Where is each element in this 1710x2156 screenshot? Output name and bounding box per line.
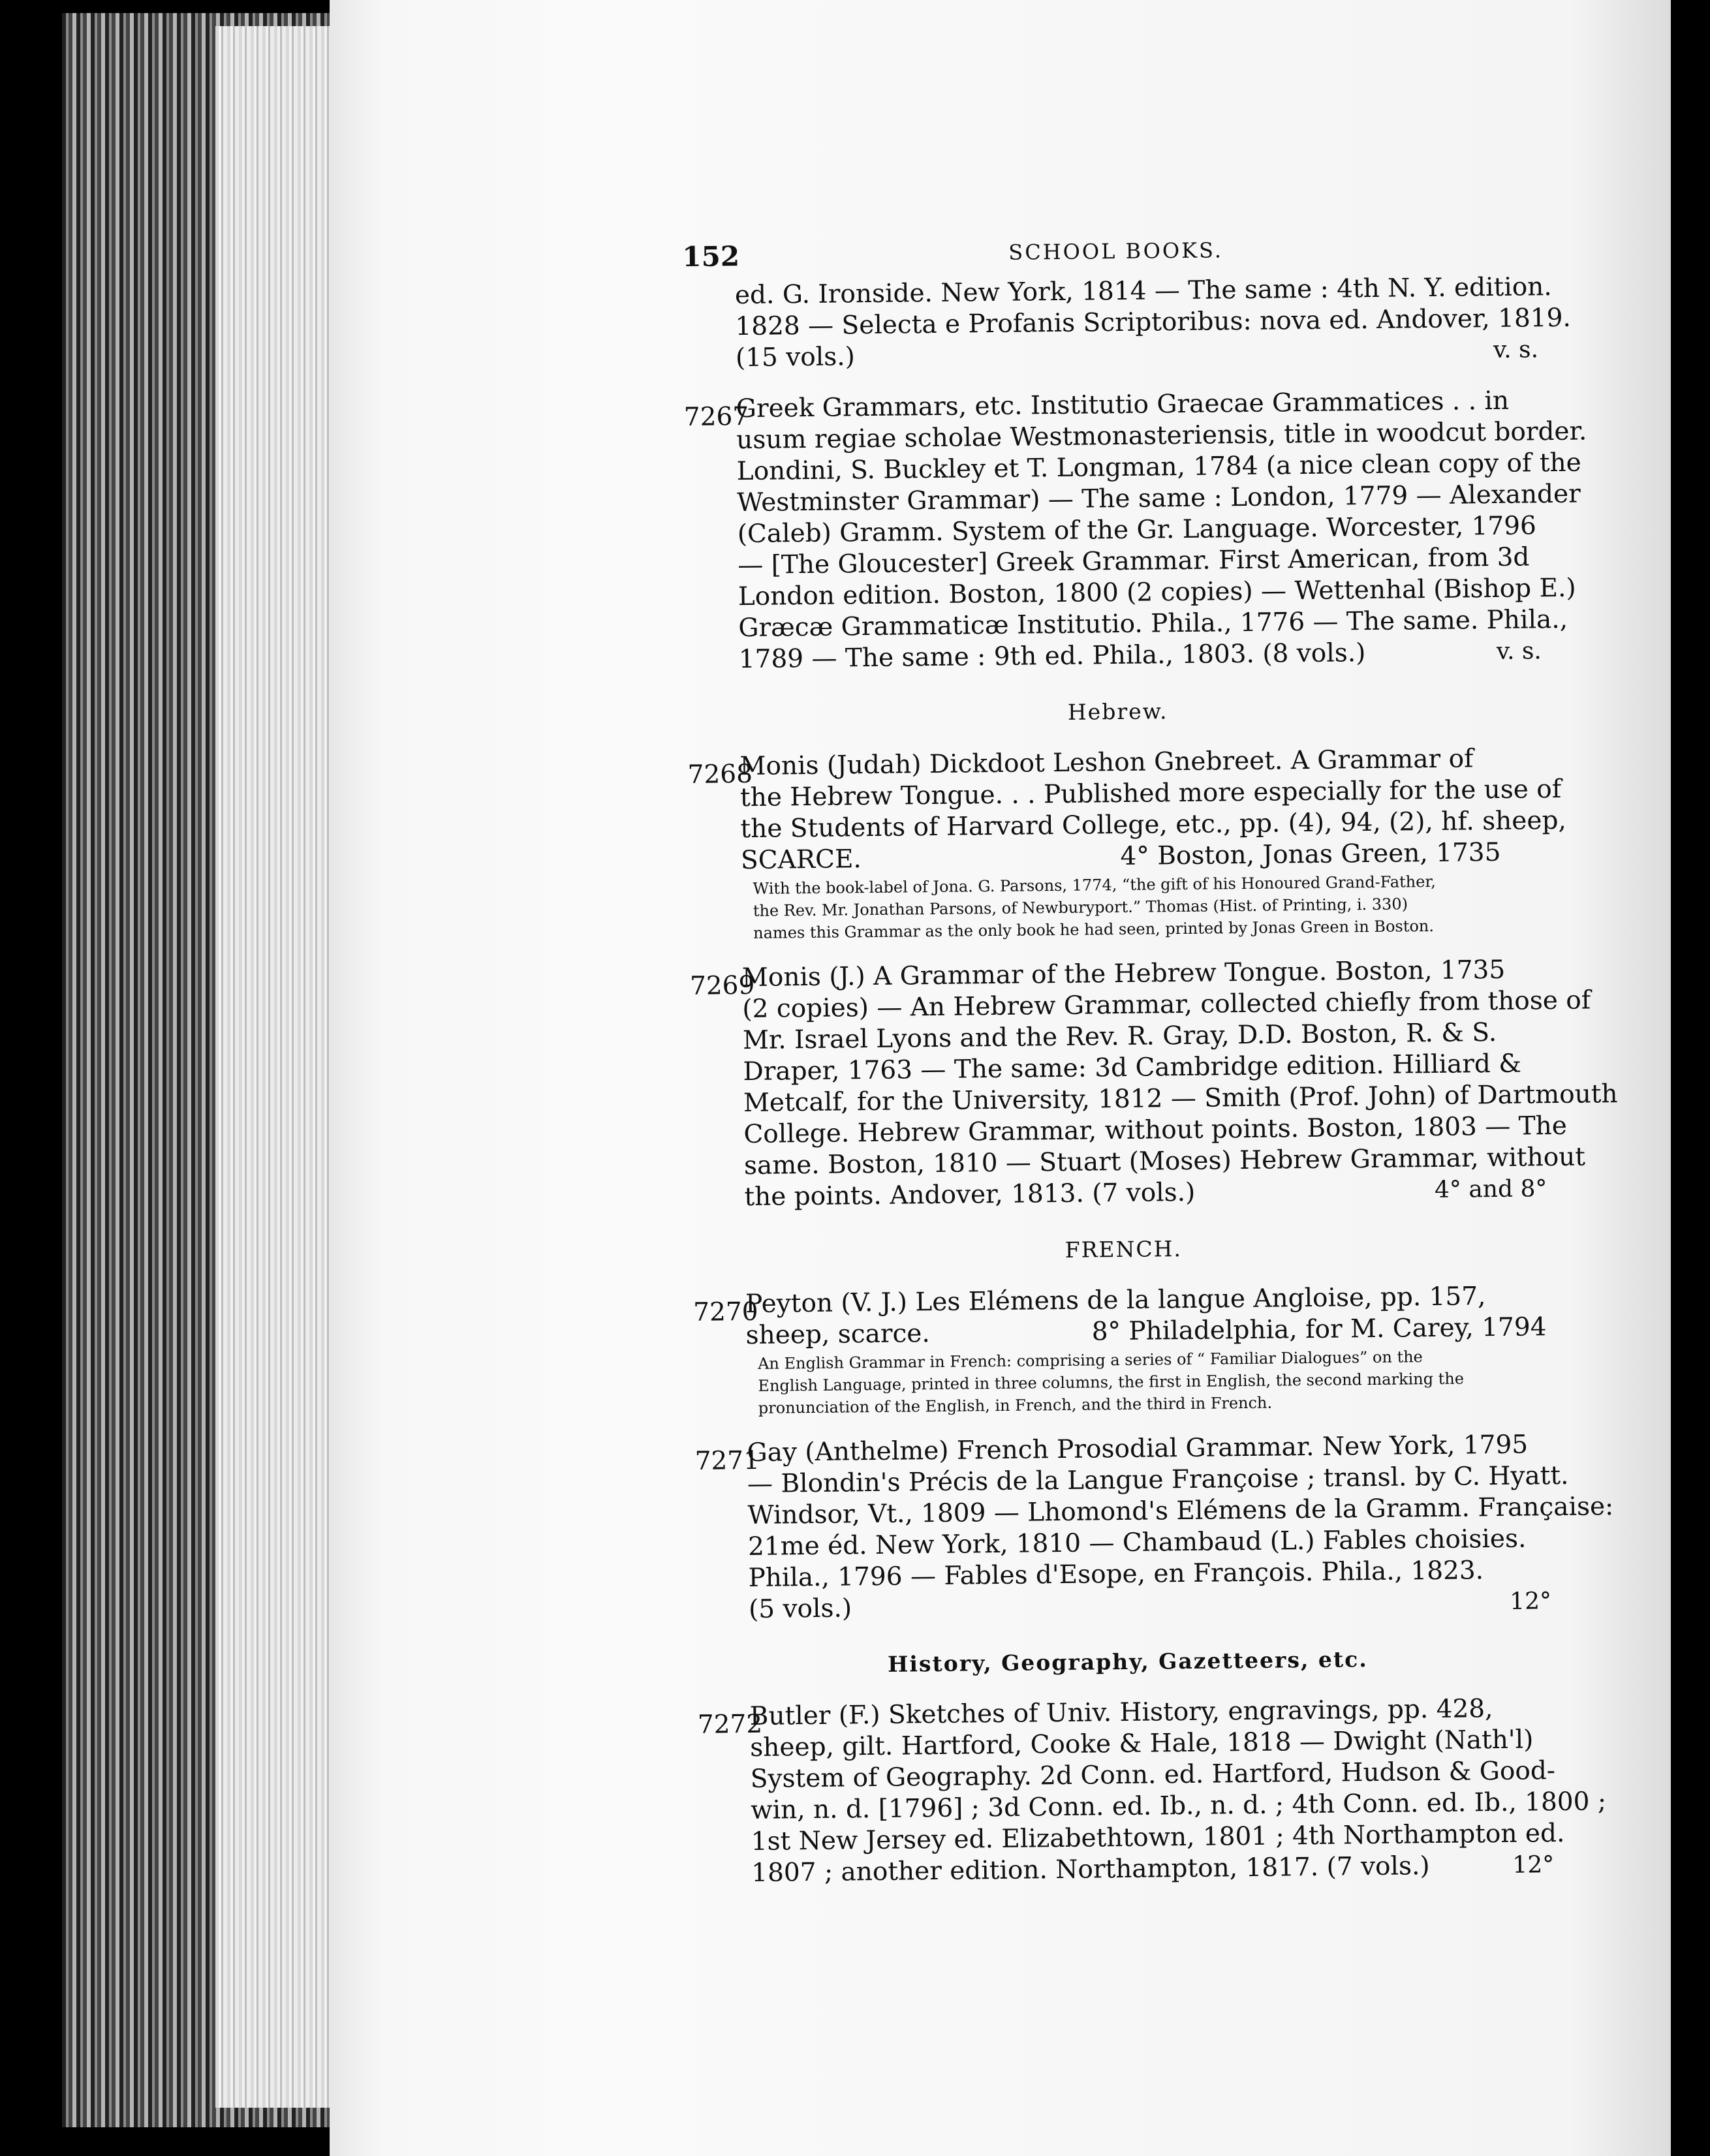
entry-line: Monis (J.) A Grammar of the Hebrew Tongue. Boston, 1735: [741, 955, 1506, 993]
entry-7267: [683, 385, 1587, 676]
entry-format: 12°: [1509, 1588, 1552, 1615]
entry-7272: [697, 1693, 1607, 1890]
entry-line: — Blondin's Précis de la Langue Françoise ; transl. by C. Hyatt.: [747, 1460, 1569, 1500]
section-heading-french: FRENCH.: [1065, 1236, 1183, 1263]
page-edges-light: [215, 26, 333, 2108]
entry-note: English Language, printed in three columns, the first in English, the second marking the: [758, 1369, 1465, 1395]
entry-line: sheep, scarce. 8° Philadelphia, for M. Carey, 1794: [745, 1312, 1547, 1351]
entry-note: pronunciation of the English, in French, and the third in French.: [758, 1393, 1273, 1417]
section-heading-history: History, Geography, Gazetteers, etc.: [887, 1646, 1368, 1677]
entry-7269: [689, 954, 1618, 1214]
entry-number: 7271: [694, 1445, 760, 1476]
entry-line: Gay (Anthelme) French Prosodial Grammar. New York, 1795: [747, 1430, 1529, 1468]
entry-line: Græcæ Grammaticæ Institutio. Phila., 1776 — The same. Phila.,: [738, 604, 1568, 643]
entry-note: names this Grammar as the only book he had seen, printed by Jonas Green in Boston.: [753, 916, 1435, 942]
entry-line: Greek Grammars, etc. Institutio Graecae Grammatices . . in: [736, 386, 1510, 424]
entry-line: College. Hebrew Grammar, without points. Boston, 1803 — The: [743, 1111, 1568, 1150]
entry-format: 12°: [1512, 1851, 1555, 1879]
entry-number: 7272: [697, 1709, 763, 1740]
page-number: 152: [682, 240, 740, 273]
entry-line: Metcalf, for the University, 1812 — Smith (Prof. John) of Dartmouth: [743, 1079, 1618, 1118]
entry-line: the Hebrew Tongue. . . Published more especially for the use of: [739, 774, 1562, 813]
entry-line: — [The Gloucester] Greek Grammar. First American, from 3d: [738, 542, 1530, 581]
entry-line: 1st New Jersey ed. Elizabethtown, 1801 ; 4th Northampton ed.: [751, 1818, 1565, 1857]
entry-format: v. s.: [1493, 336, 1539, 363]
entry-note: the Rev. Mr. Jonathan Parsons, of Newburyport.” Thomas (Hist. of Printing, i. 330): [753, 895, 1408, 920]
entry-number: 7269: [689, 970, 755, 1001]
entry-line: Draper, 1763 — The same: 3d Cambridge edition. Hilliard &: [743, 1049, 1522, 1087]
page-shadow: [1671, 0, 1710, 2156]
entry-line: Windsor, Vt., 1809 — Lhomond's Elémens de la Gramm. Française:: [747, 1492, 1614, 1531]
entry-7270: [693, 1280, 1556, 1419]
entry-line: Peyton (V. J.) Les Elémens de la langue Angloise, pp. 157,: [745, 1282, 1486, 1319]
running-head: SCHOOL BOOKS.: [1008, 238, 1224, 265]
entry-note: An English Grammar in French: comprising a series of “ Familiar Dialogues” on the: [757, 1348, 1423, 1373]
entry-line: System of Geography. 2d Conn. ed. Hartford, Hudson & Good-: [750, 1756, 1556, 1794]
entry-line: sheep, gilt. Hartford, Cooke & Hale, 1818 — Dwight (Nath'l): [750, 1725, 1534, 1763]
entry-line: win, n. d. [1796] ; 3d Conn. ed. Ib., n. d. ; 4th Conn. ed. Ib., 1800 ;: [751, 1787, 1607, 1826]
entry-line: (2 copies) — An Hebrew Grammar, collected chiefly from those of: [742, 985, 1591, 1024]
section-heading-hebrew: Hebrew.: [1067, 698, 1168, 725]
entry-line: Butler (F.) Sketches of Univ. History, engravings, pp. 428,: [749, 1694, 1493, 1732]
entry-line: SCARCE. 4° Boston, Jonas Green, 1735: [740, 837, 1501, 876]
entry-line: London edition. Boston, 1800 (2 copies) — Wettenhal (Bishop E.): [738, 573, 1576, 612]
entry-line: Londini, S. Buckley et T. Longman, 1784 (a nice clean copy of the: [736, 448, 1581, 487]
entry-number: 7267: [683, 401, 749, 432]
entry-7268: [687, 743, 1567, 944]
entry-7266-continued: [683, 271, 1572, 375]
entry-line: 1807 ; another edition. Northampton, 1817. (7 vols.): [751, 1851, 1430, 1888]
entry-line: same. Boston, 1810 — Stuart (Moses) Hebrew Grammar, without: [743, 1142, 1586, 1181]
entry-line: (15 vols.): [735, 342, 856, 373]
entry-line: 21me éd. New York, 1810 — Chambaud (L.) Fables choisies.: [747, 1524, 1527, 1562]
entry-line: 1828 — Selecta e Profanis Scriptoribus: nova ed. Andover, 1819.: [735, 303, 1572, 342]
entry-line: usum regiae scholae Westmonasteriensis, title in woodcut border.: [736, 416, 1587, 455]
entry-7271: [694, 1429, 1614, 1626]
entry-line: Monis (Judah) Dickdoot Leshon Gnebreet. A Grammar of: [739, 744, 1474, 782]
entry-line: 1789 — The same : 9th ed. Phila., 1803. (8 vols.): [738, 638, 1366, 675]
entry-number: 7270: [693, 1297, 758, 1327]
entry-format: v. s.: [1496, 638, 1542, 665]
entry-line: Westminster Grammar) — The same : London, 1779 — Alexander: [737, 479, 1581, 518]
page-content: [682, 226, 1618, 1890]
entry-line: the points. Andover, 1813. (7 vols.): [744, 1177, 1196, 1212]
entry-note: With the book-label of Jona. G. Parsons, 1774, “the gift of his Honoured Grand-Father,: [753, 872, 1436, 898]
entry-line: the Students of Harvard College, etc., pp. (4), 94, (2), hf. sheep,: [740, 805, 1567, 844]
entry-line: Mr. Israel Lyons and the Rev. R. Gray, D.D. Boston, R. & S.: [742, 1017, 1497, 1056]
entry-line: (Caleb) Gramm. System of the Gr. Language. Worcester, 1796: [737, 511, 1537, 549]
entry-line: ed. G. Ironside. New York, 1814 — The same : 4th N. Y. edition.: [734, 272, 1552, 311]
entry-line: Phila., 1796 — Fables d'Esope, en François. Phila., 1823.: [748, 1556, 1484, 1594]
entry-line: (5 vols.): [748, 1594, 852, 1625]
entry-format: 4° and 8°: [1434, 1175, 1547, 1204]
entry-number: 7268: [687, 759, 753, 790]
